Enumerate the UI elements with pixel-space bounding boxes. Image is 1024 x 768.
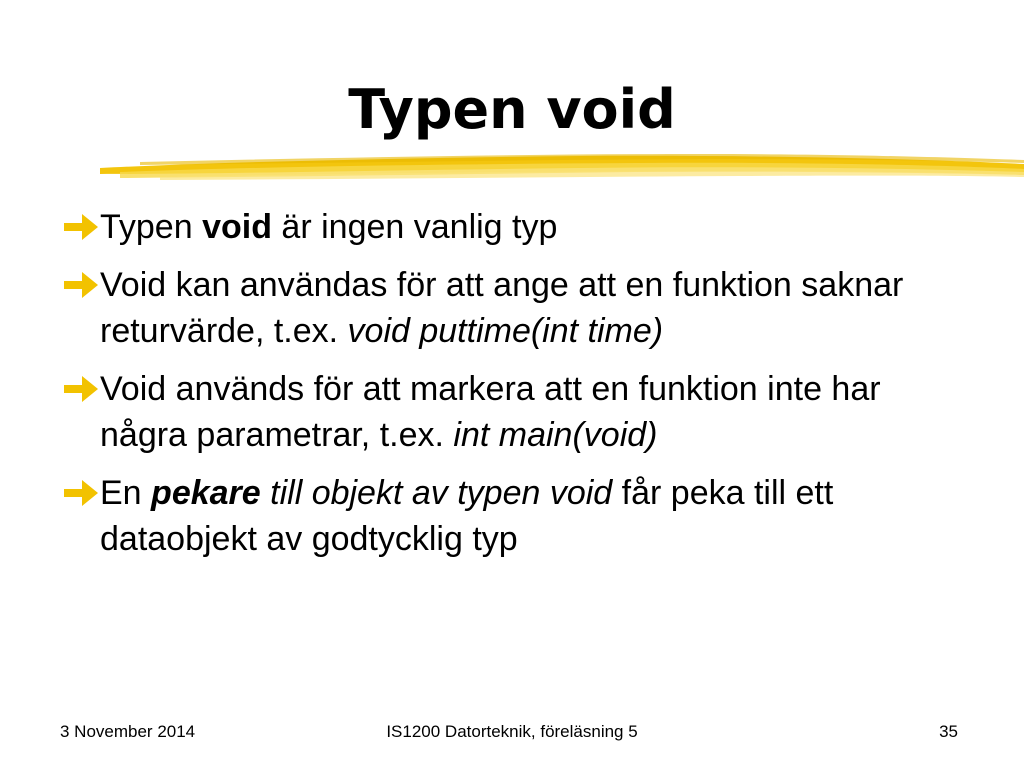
footer-course: IS1200 Datorteknik, föreläsning 5 (386, 722, 638, 741)
arrow-right-icon (62, 208, 100, 246)
bullet-text: får peka till ett dataobjekt av godtycklig typ (100, 474, 834, 558)
bullet-item (62, 470, 962, 562)
bullet-text: pekare (151, 474, 261, 512)
bullet-text: En (100, 474, 152, 512)
bullet-item (62, 204, 962, 250)
bullet-text: void puttime(int time) (347, 312, 664, 350)
arrow-right-icon (62, 266, 100, 304)
bullet-item (62, 366, 962, 458)
bullet-list (62, 204, 962, 574)
bullet-item (62, 262, 962, 354)
bullet-text: till objekt av typen void (260, 474, 613, 512)
slide-title: Typen void (348, 78, 676, 141)
arrow-right-icon (62, 474, 100, 512)
bullet-text: int main(void) (453, 416, 658, 454)
bullet-text: Typen (100, 208, 203, 246)
bullet-text: void (202, 208, 272, 246)
bullet-text: Void används för att markera att en funktion inte har några parametrar, t.ex. (100, 370, 881, 454)
bullet-text: är ingen vanlig typ (271, 208, 558, 246)
footer-page-number: 35 (939, 722, 958, 741)
title-underline-decoration (100, 146, 1024, 188)
footer-date: 3 November 2014 (60, 722, 196, 741)
bullet-text: Void kan användas för att ange att en funktion saknar returvärde, t.ex. (100, 266, 904, 350)
arrow-right-icon (62, 370, 100, 408)
